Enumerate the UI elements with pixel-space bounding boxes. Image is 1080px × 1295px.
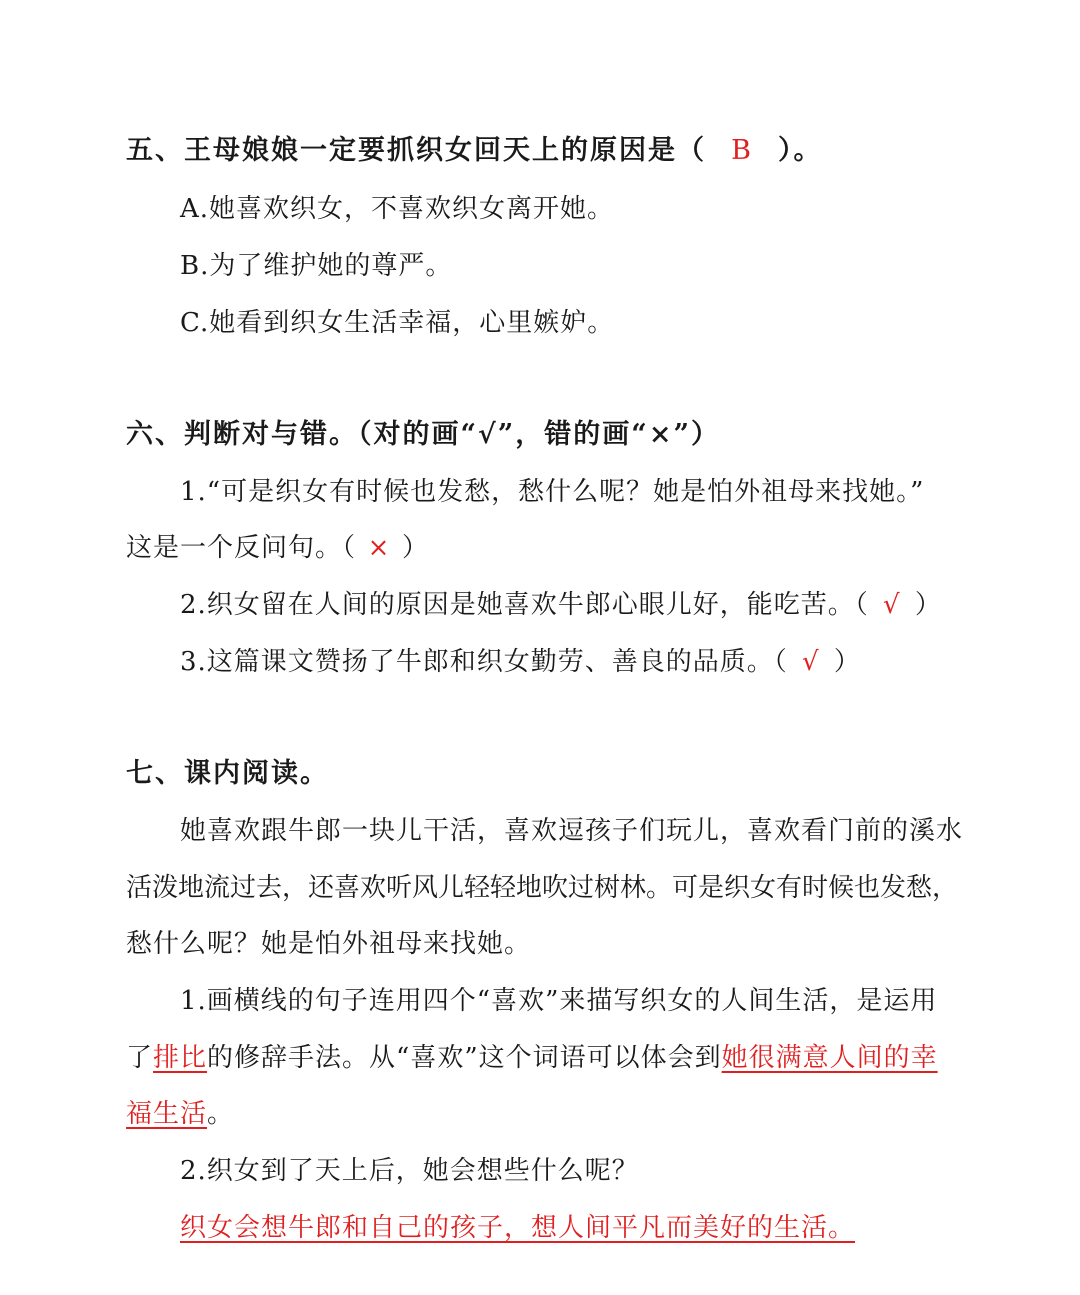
q7-q1-answer2a: 她很满意人间的幸 xyxy=(721,1043,938,1073)
q6-item2-text: 2.织女留在人间的原因是她喜欢牛郎心眼儿好，能吃苦。（ xyxy=(180,590,869,620)
q5-answer: B xyxy=(731,135,753,166)
q7-passage-line1: 她喜欢跟牛郎一块儿干活，喜欢逗孩子们玩儿，喜欢看门前的溪水 xyxy=(180,816,964,846)
q7-passage-line3: 愁什么呢？她是怕外祖母来找她。 xyxy=(126,929,532,959)
q6-item1-line1: 1.“可是织女有时候也发愁，愁什么呢？她是怕外祖母来找她。” xyxy=(180,477,925,507)
q6-item1-answer: × xyxy=(367,533,391,563)
q7-q1-line1: 1.画横线的句子连用四个“喜欢”来描写织女的人间生活，是运用 xyxy=(180,986,938,1016)
q7-q1-answer1: 排比 xyxy=(153,1043,208,1073)
q6-title: 六、判断对与错。（对的画“√”，错的画“×”） xyxy=(126,419,720,450)
q5-title-post: ）。 xyxy=(778,135,823,166)
q6-item3-text: 3.这篇课文赞扬了牛郎和织女勤劳、善良的品质。（ xyxy=(180,647,788,677)
q7-q1-mid: 的修辞手法。从“喜欢”这个词语可以体会到 xyxy=(207,1043,722,1073)
q6-item1-close: ） xyxy=(402,533,430,563)
q5-option-b: B.为了维护她的尊严。 xyxy=(180,251,453,281)
q7-title: 七、课内阅读。 xyxy=(126,758,329,789)
q7-q2-answer: 织女会想牛郎和自己的孩子，想人间平凡而美好的生活。 xyxy=(180,1213,856,1243)
q7-q1-line2 xyxy=(126,1040,938,1076)
q6-item1-line2 xyxy=(126,530,429,566)
q6-item3 xyxy=(180,644,861,680)
q6-item3-answer: √ xyxy=(802,647,820,677)
q7-q1-answer2b: 福生活 xyxy=(126,1099,208,1129)
q7-q1-line3 xyxy=(126,1096,234,1132)
q5-option-c: C.她看到织女生活幸福，心里嫉妒。 xyxy=(180,308,615,338)
q5-title xyxy=(126,133,823,169)
q7-q2-question: 2.织女到了天上后，她会想些什么呢？ xyxy=(180,1156,639,1186)
q5-title-pre: 五、王母娘娘一定要抓织女回天上的原因是（ xyxy=(126,135,706,166)
q7-q1-lead: 了 xyxy=(126,1043,154,1073)
q7-q1-end: 。 xyxy=(207,1099,235,1129)
q6-item2 xyxy=(180,587,942,623)
q7-passage-line2: 活泼地流过去，还喜欢听风儿轻轻地吹过树林。可是织女有时候也发愁， xyxy=(126,873,959,903)
q6-item1-text: 这是一个反问句。（ xyxy=(126,533,357,563)
q6-item2-close: ） xyxy=(914,590,942,620)
q5-option-a: A.她喜欢织女，不喜欢织女离开她。 xyxy=(180,194,615,224)
q6-item2-answer: √ xyxy=(883,590,901,620)
q6-item3-close: ） xyxy=(833,647,861,677)
